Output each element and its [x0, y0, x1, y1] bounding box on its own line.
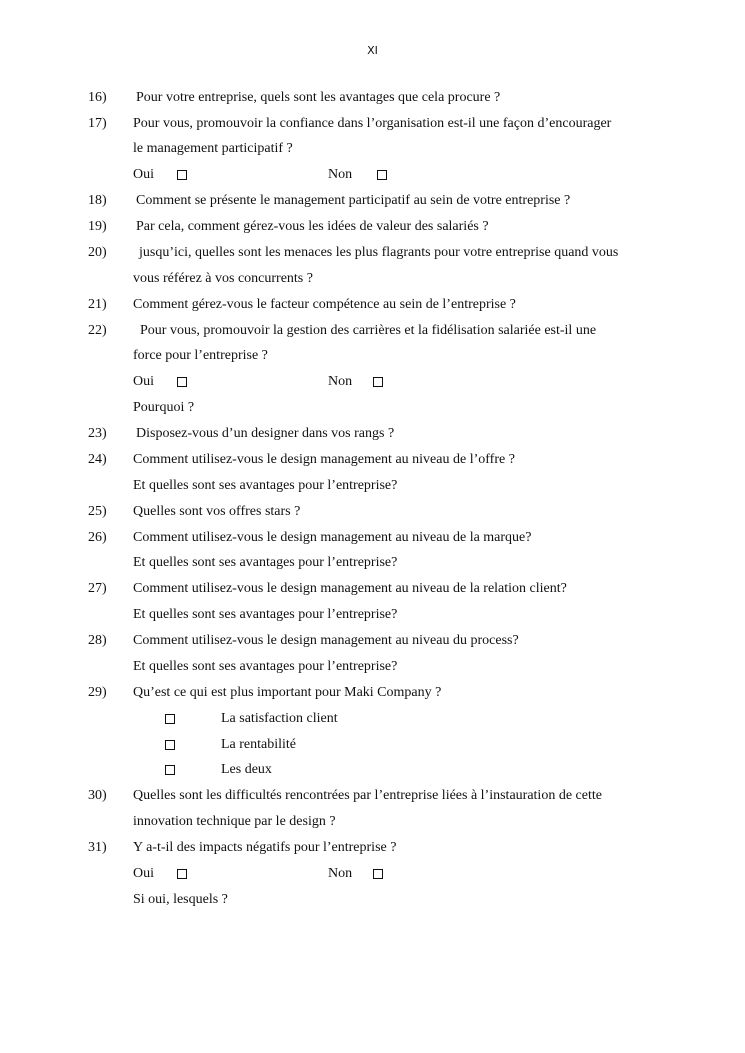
- question-text: vous référez à vos concurrents ?: [133, 271, 313, 286]
- question-22-followup: [0, 398, 745, 418]
- question-text: Pour votre entreprise, quels sont les avantages que cela procure ?: [136, 90, 501, 105]
- non-checkbox[interactable]: [373, 377, 383, 387]
- non-label: Non: [328, 374, 353, 389]
- question-number: 23): [88, 426, 107, 441]
- question-number: 18): [88, 193, 107, 208]
- followup-text: Pourquoi ?: [133, 400, 195, 415]
- question-text: Pour vous, promouvoir la confiance dans l’organisation est-il une façon d’encourager: [133, 116, 612, 131]
- question-text: Quelles sont vos offres stars ?: [133, 504, 301, 519]
- question-28-cont: [0, 657, 745, 677]
- oui-label: Oui: [133, 866, 154, 881]
- oui-checkbox[interactable]: [177, 377, 187, 387]
- question-text: Par cela, comment gérez-vous les idées de valeur des salariés ?: [136, 219, 489, 234]
- question-number: 27): [88, 581, 107, 596]
- question-text: Comment utilisez-vous le design management au niveau du process?: [133, 633, 519, 648]
- question-number: 16): [88, 90, 107, 105]
- oui-checkbox[interactable]: [177, 869, 187, 879]
- question-text: innovation technique par le design ?: [133, 814, 336, 829]
- oui-label: Oui: [133, 167, 154, 182]
- question-text: jusqu’ici, quelles sont les menaces les plus flagrants pour votre entreprise quand vous: [139, 245, 619, 260]
- question-27-cont: [0, 605, 745, 625]
- non-label: Non: [328, 167, 353, 182]
- question-text: Comment utilisez-vous le design management au niveau de la marque?: [133, 530, 532, 545]
- choice-checkbox[interactable]: [165, 765, 175, 775]
- choice-checkbox[interactable]: [165, 740, 175, 750]
- question-text: Quelles sont les difficultés rencontrées par l’entreprise liées à l’instauration de cette: [133, 788, 602, 803]
- page-number: XI: [367, 44, 378, 57]
- question-number: 20): [88, 245, 107, 260]
- question-22-options: [0, 372, 745, 392]
- question-24: [0, 450, 745, 470]
- question-text: Et quelles sont ses avantages pour l’entreprise?: [133, 607, 398, 622]
- oui-checkbox[interactable]: [177, 170, 187, 180]
- question-19: [0, 217, 745, 237]
- followup-text: Si oui, lesquels ?: [133, 892, 228, 907]
- question-23: [0, 424, 745, 444]
- question-20-cont: [0, 269, 745, 289]
- question-number: 24): [88, 452, 107, 467]
- choice-label: La rentabilité: [221, 737, 297, 752]
- question-text: Qu’est ce qui est plus important pour Maki Company ?: [133, 685, 442, 700]
- question-22: [0, 321, 745, 341]
- question-20: [0, 243, 745, 263]
- question-30: [0, 786, 745, 806]
- question-number: 19): [88, 219, 107, 234]
- question-26-cont: [0, 553, 745, 573]
- question-31-followup: [0, 890, 745, 910]
- question-text: le management participatif ?: [133, 141, 293, 156]
- question-number: 29): [88, 685, 107, 700]
- question-text: Comment utilisez-vous le design management au niveau de la relation client?: [133, 581, 567, 596]
- question-21: [0, 295, 745, 315]
- question-26: [0, 528, 745, 548]
- question-number: 30): [88, 788, 107, 803]
- question-text: Pour vous, promouvoir la gestion des carrières et la fidélisation salariée est-il une: [140, 323, 597, 338]
- question-text: Et quelles sont ses avantages pour l’entreprise?: [133, 555, 398, 570]
- non-label: Non: [328, 866, 353, 881]
- question-number: 28): [88, 633, 107, 648]
- question-number: 31): [88, 840, 107, 855]
- question-text: Comment utilisez-vous le design management au niveau de l’offre ?: [133, 452, 515, 467]
- choice-satisfaction: [0, 709, 745, 729]
- question-25: [0, 502, 745, 522]
- choice-checkbox[interactable]: [165, 714, 175, 724]
- question-text: force pour l’entreprise ?: [133, 348, 268, 363]
- question-text: Y a-t-il des impacts négatifs pour l’entreprise ?: [133, 840, 397, 855]
- question-17-cont: [0, 139, 745, 159]
- choice-label: La satisfaction client: [221, 711, 338, 726]
- question-number: 21): [88, 297, 107, 312]
- question-number: 25): [88, 504, 107, 519]
- question-31: [0, 838, 745, 858]
- question-text: Comment se présente le management participatif au sein de votre entreprise ?: [136, 193, 571, 208]
- question-number: 26): [88, 530, 107, 545]
- choice-label: Les deux: [221, 762, 272, 777]
- question-text: Comment gérez-vous le facteur compétence au sein de l’entreprise ?: [133, 297, 516, 312]
- question-18: [0, 191, 745, 211]
- question-27: [0, 579, 745, 599]
- question-text: Et quelles sont ses avantages pour l’entreprise?: [133, 478, 398, 493]
- non-checkbox[interactable]: [373, 869, 383, 879]
- question-24-cont: [0, 476, 745, 496]
- question-17-options: [0, 165, 745, 185]
- question-22-cont: [0, 346, 745, 366]
- question-number: 17): [88, 116, 107, 131]
- question-16: [0, 88, 745, 108]
- question-number: 22): [88, 323, 107, 338]
- question-28: [0, 631, 745, 651]
- choice-rentabilite: [0, 735, 745, 755]
- question-29: [0, 683, 745, 703]
- question-text: Et quelles sont ses avantages pour l’entreprise?: [133, 659, 398, 674]
- question-30-cont: [0, 812, 745, 832]
- question-17: [0, 114, 745, 134]
- question-text: Disposez-vous d’un designer dans vos rangs ?: [136, 426, 395, 441]
- oui-label: Oui: [133, 374, 154, 389]
- question-31-options: [0, 864, 745, 884]
- choice-les-deux: [0, 760, 745, 780]
- non-checkbox[interactable]: [377, 170, 387, 180]
